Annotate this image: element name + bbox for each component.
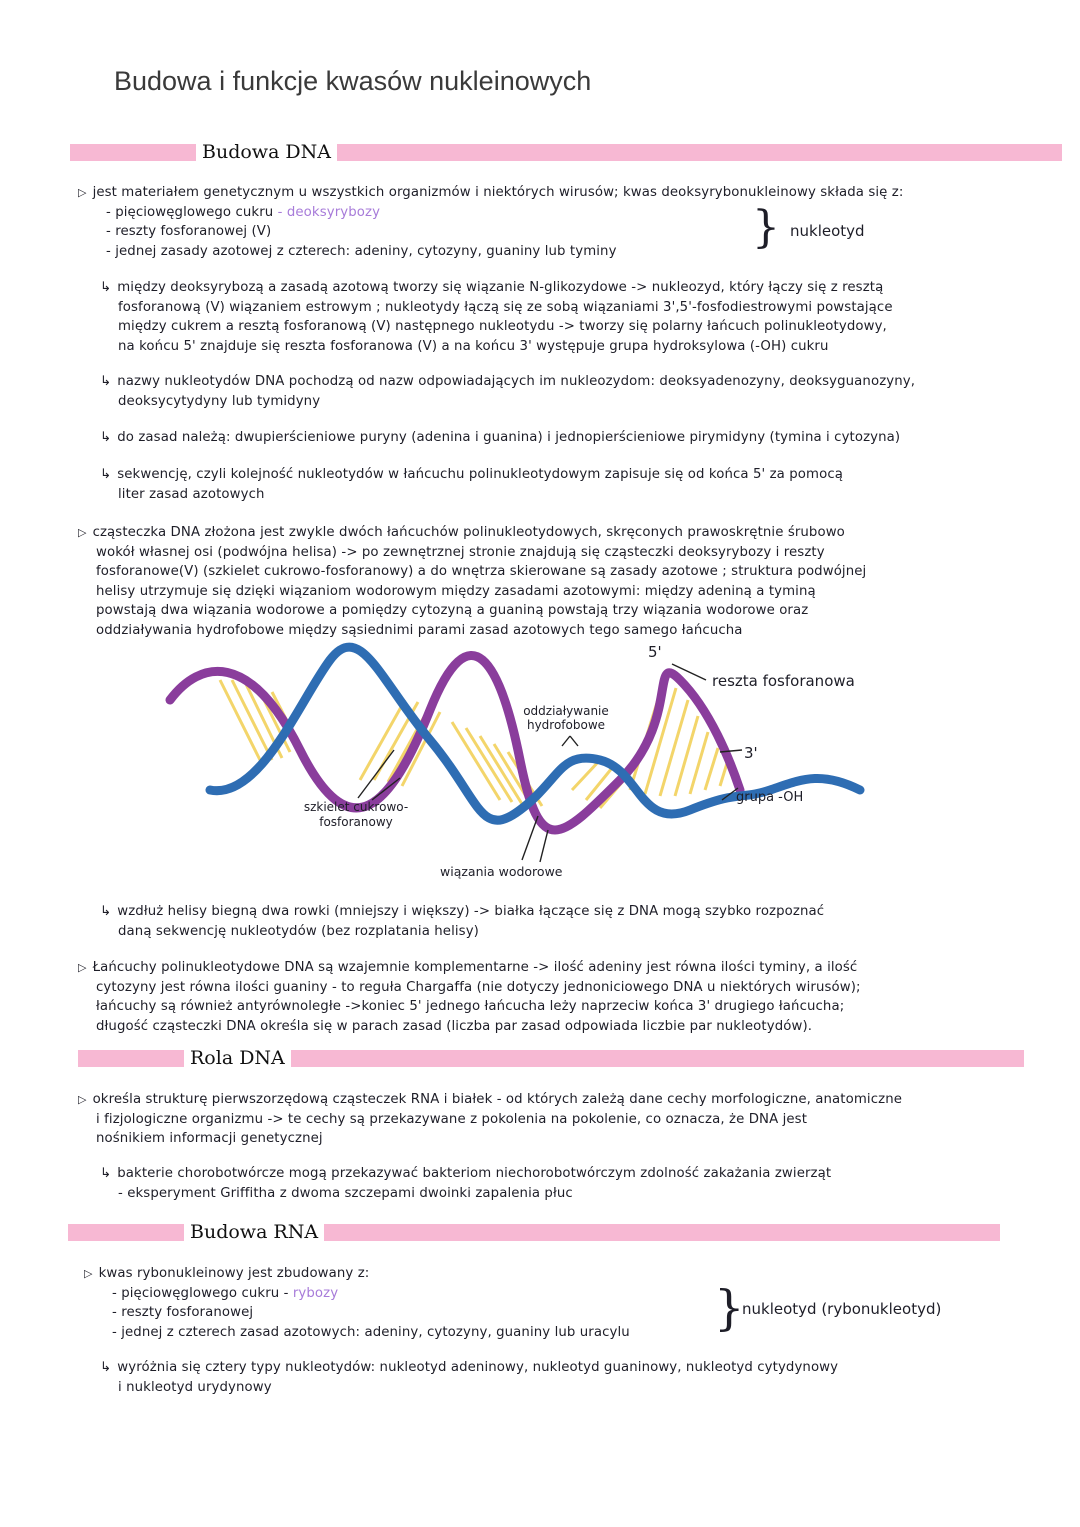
arrow-icon: ↳	[100, 430, 112, 445]
paragraph-nucleotide-types: ↳ wyróżnia się cztery typy nukleotydów: nukleotyd adeninowy, nukleotyd guaninowy, nukleotyd cytydynowy i nukleotyd urydynowy	[100, 1360, 839, 1395]
section-heading-dna-structure: Budowa DNA	[196, 141, 337, 163]
arrow-icon: ↳	[100, 467, 112, 482]
brace-label-nucleotide: nukleotyd	[790, 222, 865, 240]
label-5-prime: 5'	[648, 643, 662, 661]
arrow-icon: ↳	[100, 1166, 112, 1181]
triangle-bullet-icon: ▷	[78, 1093, 87, 1106]
arrow-icon: ↳	[100, 904, 112, 919]
curly-brace-icon: }	[752, 202, 780, 253]
dna-helix-diagram	[0, 640, 1080, 900]
label-backbone: szkielet cukrowo-fosforanowy	[303, 800, 409, 829]
triangle-bullet-icon: ▷	[84, 1267, 93, 1280]
arrow-icon: ↳	[100, 374, 112, 389]
arrow-icon: ↳	[100, 280, 112, 295]
paragraph-dna-material: ▷ jest materiałem genetycznym u wszystkich organizmów i niektórych wirusów; kwas deoksyrybonukleinowy składa się z: - pięciowęglowego cukru - deoksyrybozy - reszty fosforanowej (V) - jednej zasady azotowej z czterech: adeniny, cytozyny, guaniny lub tyminy	[78, 185, 904, 259]
paragraph-bases: ↳ do zasad należą: dwupierścieniowe puryny (adenina i guanina) i jednopierścieniowe pirymidyny (tymina i cytozyna)	[100, 430, 901, 445]
triangle-bullet-icon: ▷	[78, 526, 87, 539]
paragraph-chargaff: ▷ Łańcuchy polinukleotydowe DNA są wzajemnie komplementarne -> ilość adeniny jest równa ilości tyminy, a ilość cytozyny jest równa ilości guaniny - to reguła Chargaffa (nie dotyczy jednoniciowego DNA u niektórych wirusów); łańcuchy są również antyrównoległe ->koniec 5' jednego łańcucha leży naprzeciw końca 3' drugiego łańcucha; długość cząsteczki DNA określa się w parach zasad (liczba par zasad odpowiada liczbie par nukleotydów).	[78, 960, 861, 1034]
triangle-bullet-icon: ▷	[78, 186, 87, 199]
paragraph-sequence: ↳ sekwencję, czyli kolejność nukleotydów w łańcuchu polinukleotydowym zapisuje się od końca 5' za pomocą liter zasad azotowych	[100, 467, 843, 502]
paragraph-nucleotide-names: ↳ nazwy nukleotydów DNA pochodzą od nazw odpowiadających im nukleozydom: deoksyadenozyny, deoksyguanozyny, deoksycytydyny lub tymidyny	[100, 374, 916, 409]
paragraph-rna-structure: ▷ kwas rybonukleinowy jest zbudowany z: - pięciowęglowego cukru - rybozy - reszty fosforanowej - jednej z czterech zasad azotowych: adeniny, cytozyny, guaniny lub uracylu	[84, 1266, 630, 1340]
arrow-icon: ↳	[100, 1360, 112, 1375]
label-hydrogen-bonds: wiązania wodorowe	[440, 864, 563, 879]
paragraph-double-helix: ▷ cząsteczka DNA złożona jest zwykle dwóch łańcuchów polinukleotydowych, skręconych prawoskrętnie śrubowo wokół własnej osi (podwójna helisa) -> po zewnętrznej stronie znajdują się cząsteczki deoksyrybozy i reszty fosforanowe(V) (szkielet cukrowo-fosforanowy) a do wnętrza skierowane są zasady azotowe ; struktura podwójnej helisy utrzymuje się dzięki wiązaniom wodorowym między zasadami azotowymi: między adeniną a tyminą powstają dwa wiązania wodorowe a pomiędzy cytozyną a guaniną powstają trzy wiązania wodorowe oraz oddziaływania hydrofobowe między sąsiednimi parami zasad azotowych tego samego łańcucha	[78, 525, 867, 638]
label-oh-group: grupa -OH	[736, 790, 804, 805]
curly-brace-icon: }	[714, 1280, 745, 1336]
label-hydrophobic: oddziaływanie hydrofobowe	[523, 704, 609, 732]
label-3-prime: 3'	[744, 744, 758, 762]
paragraph-glycosidic-bond: ↳ między deoksyrybozą a zasadą azotową tworzy się wiązanie N-glikozydowe -> nukleozyd, który łączy się z resztą fosforanową (V) wiązaniem estrowym ; nukleotydy łączą się ze sobą wiązaniami 3',5'-fosfodiestrowymi powstające między cukrem a resztą fosforanową (V) następnego nukleotydu -> tworzy się polarny łańcuch polinukleotydowy, na końcu 5' znajduje się reszta fosforanowa (V) a na końcu 3' występuje grupa hydroksylowa (-OH) cukru	[100, 280, 893, 354]
brace-label-ribonucleotide: nukleotyd (rybonukleotyd)	[742, 1300, 942, 1318]
paragraph-griffith: ↳ bakterie chorobotwórcze mogą przekazywać bakteriom niechorobotwórczym zdolność zakażania zwierząt - eksperyment Griffitha z dwoma szczepami dwoinki zapalenia płuc	[100, 1166, 832, 1201]
section-heading-rna-structure: Budowa RNA	[184, 1221, 324, 1243]
triangle-bullet-icon: ▷	[78, 961, 87, 974]
paragraph-grooves: ↳ wzdłuż helisy biegną dwa rowki (mniejszy i większy) -> białka łączące się z DNA mogą szybko rozpoznać daną sekwencję nukleotydów (bez rozplatania helisy)	[100, 904, 825, 939]
label-phosphate: reszta fosforanowa	[712, 672, 855, 690]
paragraph-dna-role: ▷ określa strukturę pierwszorzędową cząsteczek RNA i białek - od których zależą dane cechy morfologiczne, anatomiczne i fizjologiczne organizmu -> te cechy są przekazywane z pokolenia na pokolenie, co oznacza, że DNA jest nośnikiem informacji genetycznej	[78, 1092, 902, 1146]
page-title: Budowa i funkcje kwasów nukleinowych	[114, 66, 592, 96]
section-heading-dna-role: Rola DNA	[184, 1047, 291, 1069]
